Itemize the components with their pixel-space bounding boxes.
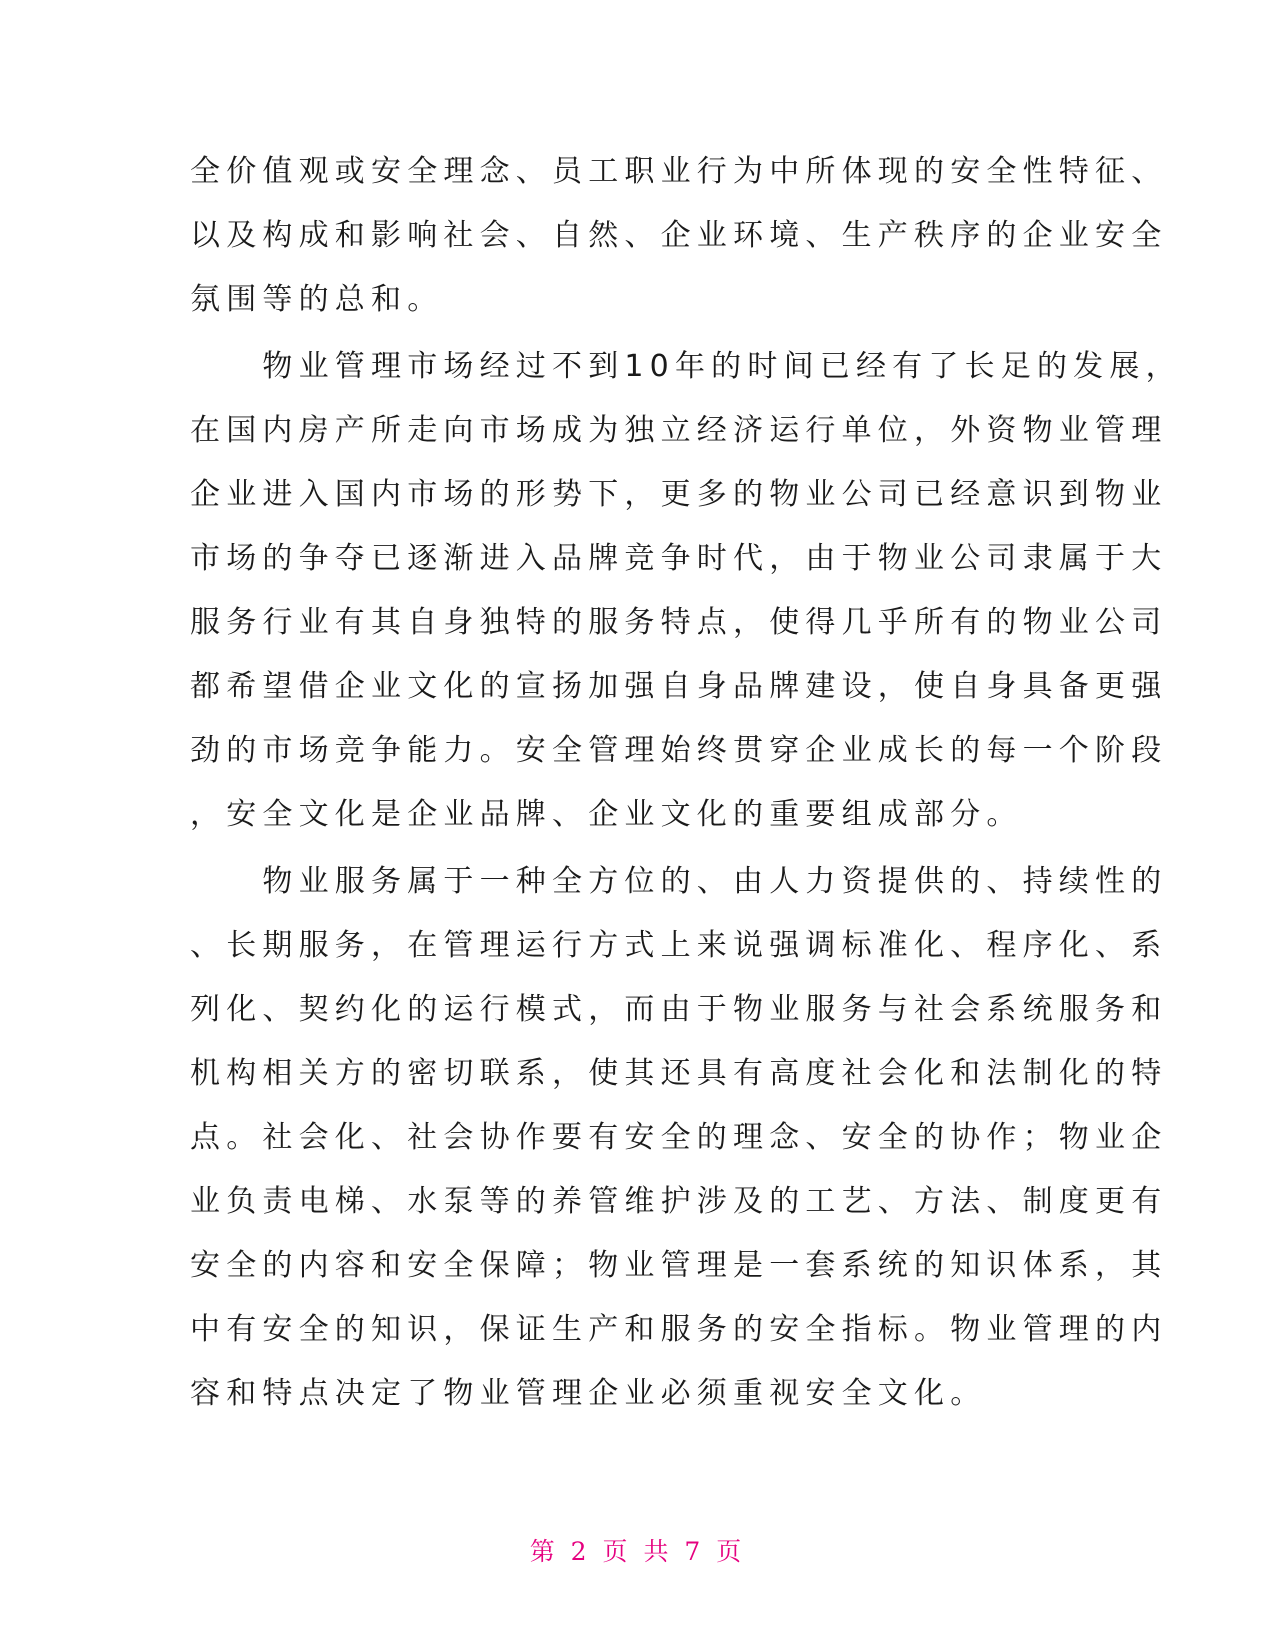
text-line: 业负责电梯、水泵等的养管维护涉及的工艺、方法、制度更有 xyxy=(190,1184,1168,1219)
text-line: ，安全文化是企业品牌、企业文化的重要组成部分。 xyxy=(190,797,1023,832)
text-line: 中有安全的知识，保证生产和服务的安全指标。物业管理的内 xyxy=(190,1312,1168,1347)
text-line: 、长期服务，在管理运行方式上来说强调标准化、程序化、系 xyxy=(190,928,1168,963)
text-line: 在国内房产所走向市场成为独立经济运行单位，外资物业管理 xyxy=(190,413,1168,448)
text-line: 全价值观或安全理念、员工职业行为中所体现的安全性特征、 xyxy=(190,154,1168,189)
text-line: 列化、契约化的运行模式，而由于物业服务与社会系统服务和 xyxy=(190,992,1168,1027)
text-line: 市场的争夺已逐渐进入品牌竞争时代，由于物业公司隶属于大 xyxy=(190,541,1168,576)
text-line: 物业管理市场经过不到10年的时间已经有了长足的发展， xyxy=(190,349,1182,384)
body-text xyxy=(190,140,1182,1426)
text-line: 企业进入国内市场的形势下，更多的物业公司已经意识到物业 xyxy=(190,477,1168,512)
text-line: 服务行业有其自身独特的服务特点，使得几乎所有的物业公司 xyxy=(190,605,1168,640)
text-line: 物业服务属于一种全方位的、由人力资提供的、持续性的 xyxy=(190,864,1168,899)
page-number-footer: 第 2 页 共 7 页 xyxy=(529,1537,746,1566)
text-line: 以及构成和影响社会、自然、企业环境、生产秩序的企业安全 xyxy=(190,218,1168,253)
text-line: 都希望借企业文化的宣扬加强自身品牌建设，使自身具备更强 xyxy=(190,669,1168,704)
text-line: 氛围等的总和。 xyxy=(190,282,444,317)
text-line: 点。社会化、社会协作要有安全的理念、安全的协作；物业企 xyxy=(190,1120,1168,1155)
text-line: 安全的内容和安全保障；物业管理是一套系统的知识体系，其 xyxy=(190,1248,1168,1283)
text-line: 机构相关方的密切联系，使其还具有高度社会化和法制化的特 xyxy=(190,1056,1168,1091)
text-line: 容和特点决定了物业管理企业必须重视安全文化。 xyxy=(190,1376,987,1411)
text-line: 劲的市场竞争能力。安全管理始终贯穿企业成长的每一个阶段 xyxy=(190,733,1168,768)
